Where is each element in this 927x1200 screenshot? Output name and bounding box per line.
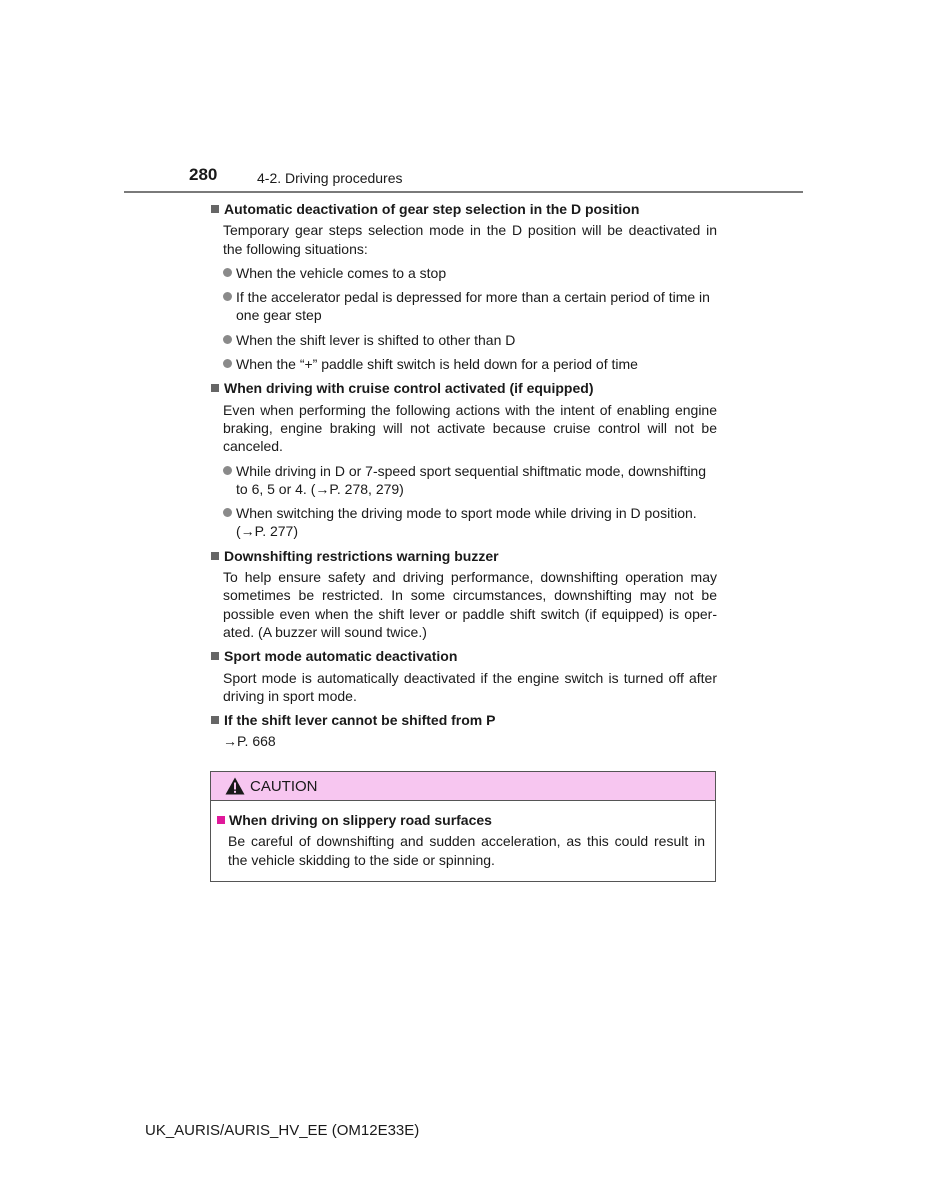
section-cruise-control [210, 379, 717, 540]
round-bullet-icon [223, 268, 232, 277]
round-bullet-icon [223, 508, 232, 517]
page-number: 280 [189, 165, 218, 184]
round-bullet-icon [223, 466, 232, 475]
bullet-list [223, 462, 717, 541]
section-body: Sport mode is automatically deactivated if the engine switch is turned off after driving in sport mode. [223, 669, 717, 704]
round-bullet-icon [223, 292, 232, 301]
square-bullet-icon [211, 652, 219, 660]
list-item: When the “+” paddle shift switch is held down for a period of time [223, 355, 717, 373]
square-bullet-icon [211, 205, 219, 213]
bullet-list [223, 264, 717, 373]
section-shift-lever-p [210, 711, 717, 751]
round-bullet-icon [223, 335, 232, 344]
section-heading: When driving with cruise control activated (if equipped) [224, 380, 594, 397]
page-reference: →P. 668 [223, 733, 276, 750]
caution-label: CAUTION [250, 777, 318, 795]
section-sport-mode [210, 647, 717, 705]
section-heading: Sport mode automatic deactivation [224, 648, 458, 665]
caution-title: When driving on slippery road surfaces [229, 812, 492, 828]
list-item: If the accelerator pedal is depressed for more than a certain period of time in one gear step [223, 288, 717, 325]
caution-header [211, 772, 715, 801]
section-auto-deactivation [210, 200, 717, 373]
section-body: To help ensure safety and driving performance, downshifting operation may sometimes be restricted. In some circumstances, downshifting may not be possible even when the shift lever or paddle shift switch (if equipped) is oper-ated. (A buzzer will sound twice.) [223, 569, 717, 640]
caution-body [211, 801, 715, 869]
section-downshift-buzzer [210, 547, 717, 641]
round-bullet-icon [223, 359, 232, 368]
section-body: Even when performing the following actions with the intent of enabling engine braking, engine braking will not activate because cruise control will not be canceled. [223, 401, 717, 455]
header-divider [124, 191, 803, 193]
square-bullet-icon [211, 552, 219, 560]
square-bullet-icon [211, 384, 219, 392]
footer-model-code: UK_AURIS/AURIS_HV_EE (OM12E33E) [145, 1122, 420, 1139]
list-item: When the vehicle comes to a stop [223, 264, 717, 282]
list-item: While driving in D or 7-speed sport sequential shiftmatic mode, downshifting to 6, 5 or 4. (→P. 278, 279) [223, 462, 717, 499]
warning-triangle-icon [225, 777, 245, 795]
section-body: Temporary gear steps selection mode in the D position will be deactivated in the following situations: [223, 222, 717, 257]
list-item: When switching the driving mode to sport mode while driving in D position. (→P. 277) [223, 504, 717, 541]
section-heading: Downshifting restrictions warning buzzer [224, 547, 499, 564]
section-heading: If the shift lever cannot be shifted from P [224, 712, 496, 729]
square-bullet-icon [211, 716, 219, 724]
section-heading: Automatic deactivation of gear step selection in the D position [224, 201, 640, 217]
caution-text: Be careful of downshifting and sudden acceleration, as this could result in the vehicle skidding to the side or spinning. [228, 833, 705, 868]
list-item: When the shift lever is shifted to other than D [223, 331, 717, 349]
caution-box [210, 771, 716, 882]
magenta-square-bullet-icon [217, 816, 225, 824]
main-content [210, 200, 717, 751]
section-title: 4-2. Driving procedures [257, 170, 403, 186]
